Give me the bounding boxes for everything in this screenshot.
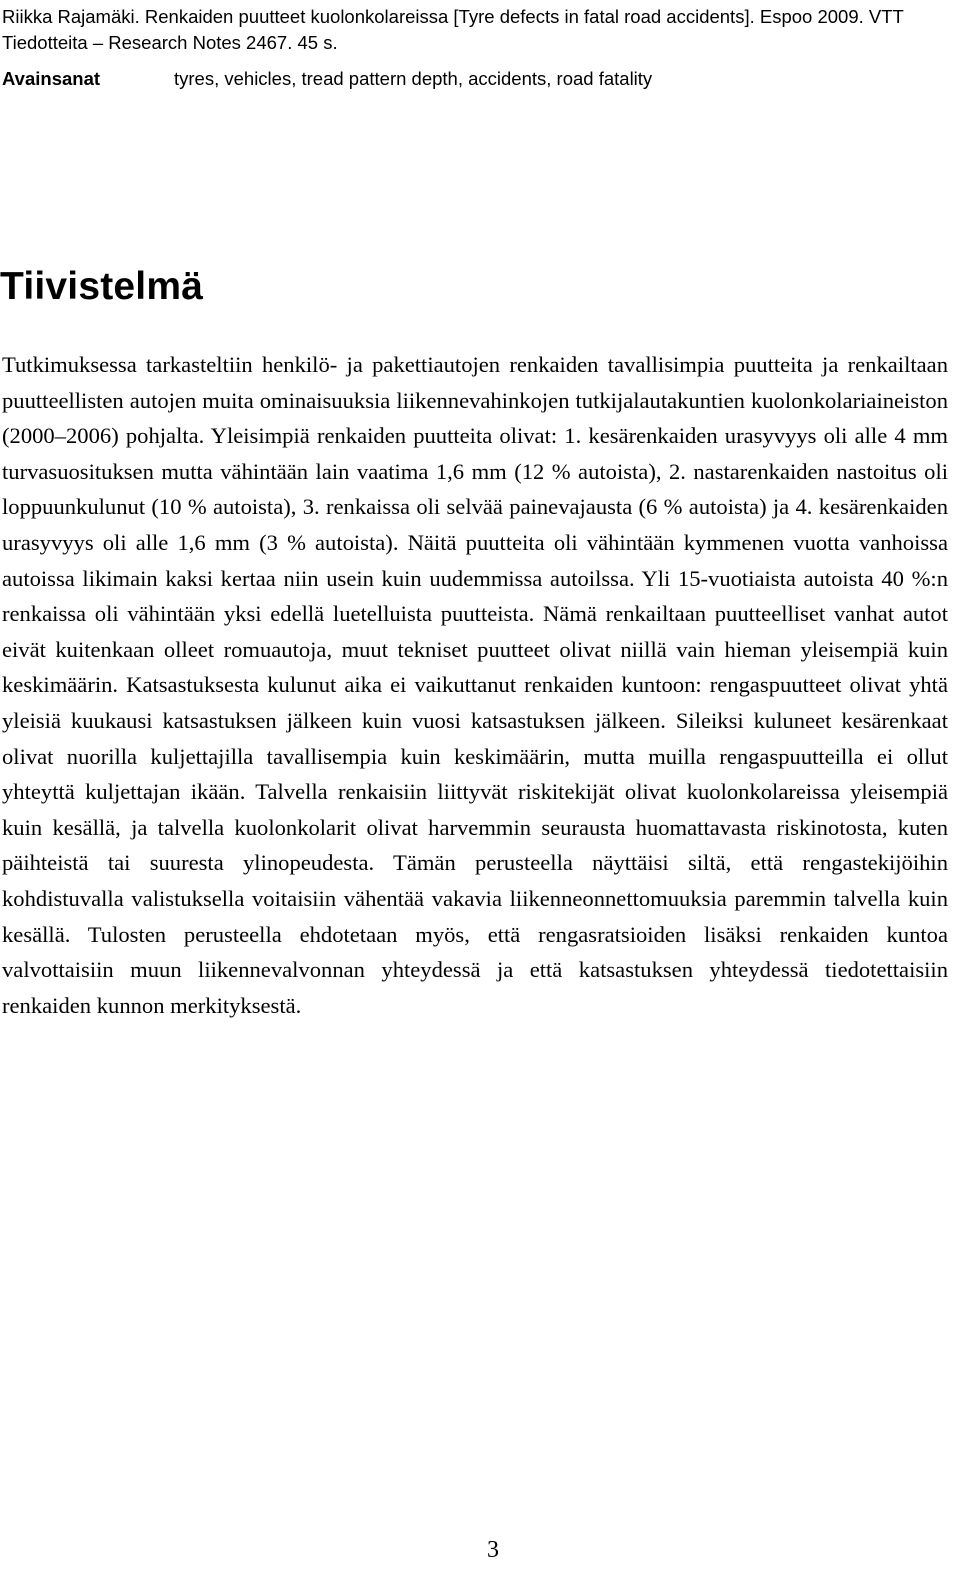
keywords-value: tyres, vehicles, tread pattern depth, accidents, road fatality xyxy=(174,68,653,89)
keywords-label: Avainsanat xyxy=(2,68,101,89)
keywords-row xyxy=(2,66,952,92)
page-number: 3 xyxy=(487,1537,499,1563)
section-title: Tiivistelmä xyxy=(0,265,204,308)
citation-line: Riikka Rajamäki. Renkaiden puutteet kuolonkolareissa [Tyre defects in fatal road accidents]. Espoo 2009. VTT Tiedotteita – Research Notes 2467. 45 s. xyxy=(2,6,904,53)
abstract-body: Tutkimuksessa tarkasteltiin henkilö- ja pakettiautojen renkaiden tavallisimpia puutteita ja renkailtaan puutteellisten autojen muita ominaisuuksia liikennevahinkojen tutkijalautakuntien kuolonkolariaineiston (2000–2006) pohjalta. Yleisimpiä renkaiden puutteita olivat: 1. kesärenkaiden urasyvyys oli alle 4 mm turvasuosituksen mutta vähintään lain vaatima 1,6 mm (12 % autoista), 2. nastarenkaiden nastoitus oli loppuunkulunut (10 % autoista), 3. renkaissa oli selvää painevajausta (6 % autoista) ja 4. kesärenkaiden urasyvyys oli alle 1,6 mm (3 % autoista). Näitä puutteita oli vähintään kymmenen vuotta vanhoissa autoissa likimain kaksi kertaa niin usein kuin uudemmissa autoilssa. Yli 15-vuotiaista autoista 40 %:n renkaissa oli vähintään yksi edellä luetelluista puutteista. Nämä renkailtaan puutteelliset vanhat autot eivät kuitenkaan olleet romuautoja, muut tekniset puutteet olivat niillä vain hieman yleisempiä kuin keskimäärin. Katsastuksesta kulunut aika ei vaikuttanut renkaiden kuntoon: rengaspuutteet olivat yhtä yleisiä kuukausi katsastuksen jälkeen kuin vuosi katsastuksen jälkeen. Sileiksi kuluneet kesärenkaat olivat nuorilla kuljettajilla tavallisempia kuin keskimäärin, mutta muilla rengaspuutteilla ei ollut yhteyttä kuljettajan ikään. Talvella renkaisiin liittyvät riskitekijät olivat kuolonkolareissa yleisempiä kuin kesällä, ja talvella kuolonkolarit olivat harvemmin seurausta huomattavasta riskinotosta, kuten päihteistä tai suuresta ylinopeudesta. Tämän perusteella näyttäisi siltä, että rengastekijöihin kohdistuvalla valistuksella voitaisiin vähentää vakavia liikenneonnettomuuksia paremmin talvella kuin kesällä. Tulosten perusteella ehdotetaan myös, että rengasratsioiden lisäksi renkaiden kuntoa valvottaisiin muun liikennevalvonnan yhteydessä ja että katsastuksen yhteydessä tiedotettaisiin renkaiden kunnon merkityksestä. xyxy=(2,352,948,1018)
